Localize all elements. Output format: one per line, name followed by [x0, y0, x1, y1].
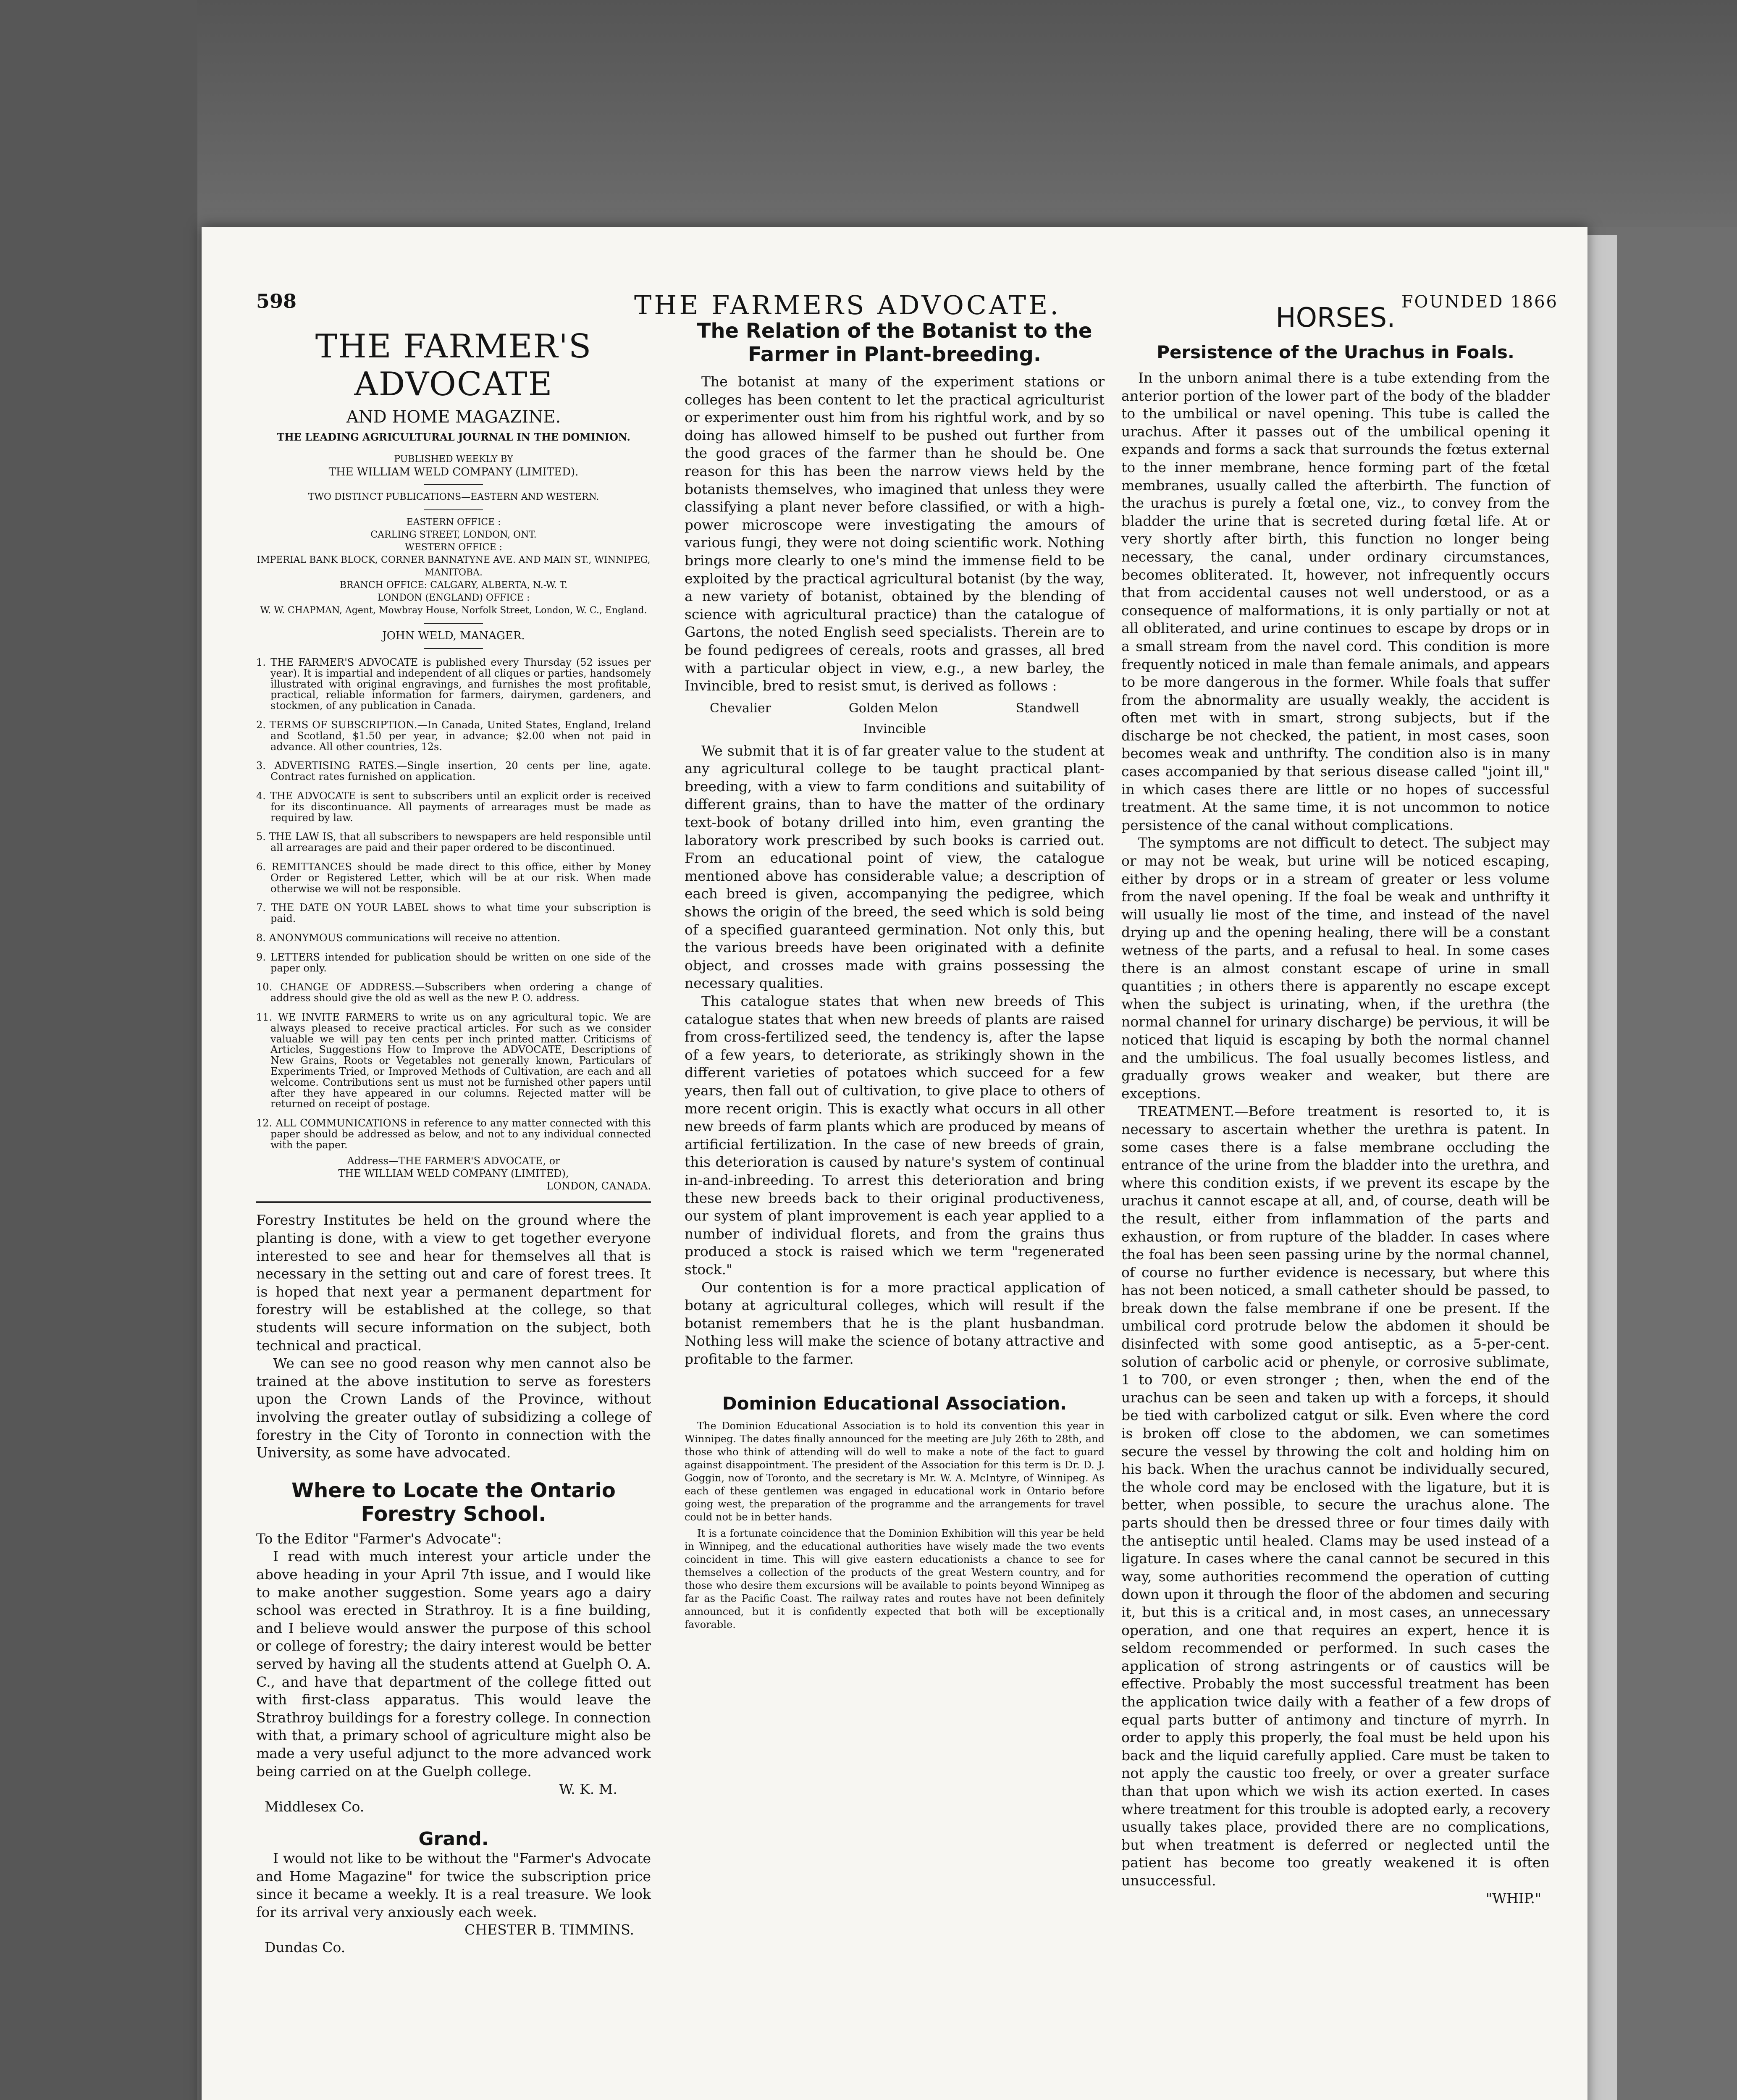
terms-list — [256, 657, 651, 1150]
forestry-paragraph: We can see no good reason why men cannot also be trained at the above institution to serve as foresters upon the Crown Lands of the Province, without involving the greater outlay of subsidizing a college of forestry in the City of Toronto in connection with the University, as some have advocated. — [256, 1355, 651, 1461]
newspaper-page — [202, 227, 1587, 2100]
terms-item: 10. CHANGE OF ADDRESS.—Subscribers when ordering a change of address should give the old as well as the new P. O. address. — [256, 981, 651, 1004]
botanist-heading: The Relation of the Botanist to the Farmer in Plant-breeding. — [697, 319, 1092, 366]
eastern-office-label: EASTERN OFFICE : — [406, 517, 501, 528]
page-number: 598 — [256, 290, 297, 312]
publisher-name: THE WILLIAM WELD COMPANY (LIMITED). — [328, 466, 579, 478]
terms-item: 7. THE DATE ON YOUR LABEL shows to what time your subscription is paid. — [256, 902, 651, 925]
terms-item: 1. THE FARMER'S ADVOCATE is published every Thursday (52 issues per year). It is impartial and independent of all cliques or parties, handsomely illustrated with original engravings, and furnishes the most profitable, practical, reliable information for farmers, dairymen, gardeners, and stockmen, of any publication in Canada. — [256, 656, 651, 712]
dominion-heading: Dominion Educational Association. — [722, 1393, 1067, 1414]
column-3 — [1121, 302, 1550, 1907]
page-edge — [1587, 235, 1617, 2100]
masthead-tagline: THE LEADING AGRICULTURAL JOURNAL IN THE DOMINION. — [277, 431, 630, 443]
masthead-subtitle: AND HOME MAGAZINE. — [346, 407, 561, 427]
parent-varieties — [685, 701, 1105, 716]
ontario-letter-body: I read with much interest your article under the above heading in your April 7th issue, and I would like to make another suggestion. Some years ago a dairy school was erected in Strathroy. It is a fine building, and I believe would answer the purpose of this school or college of forestry; the dairy interest would be better served by having all the students attend at Guelph O. A. C., and have that department of the college fitted out with first-class apparatus. This would leave the Strathroy buildings for a forestry college. In connection with that, a primary school of agriculture might also be made a very useful adjunct to the more advanced work being carried on at the Guelph college. — [256, 1548, 651, 1780]
london-office: W. W. CHAPMAN, Agent, Mowbray House, Norfolk Street, London, W. C., England. — [260, 605, 647, 616]
column-1 — [256, 302, 651, 1956]
address-line: LONDON, CANADA. — [546, 1180, 651, 1192]
urachus-paragraph: The symptoms are not difficult to detect. The subject may or may not be weak, but urine will be noticed escaping, either by drops or in a stream of greater or less volume from the navel opening. If the foal be weak and unthrifty it will usually lie most of the time, and instead of the navel drying up and the opening healing, there will be a constant wetness of the parts, and a refusal to heal. In some cases there is an almost constant escape of urine in small quantities ; in others there is apparently no escape except when the subject is urinating, when, if the urethra (the normal channel for urinary discharge) be pervious, it will be noticed that liquid is escaping by both the normal channel and the umbilicus. The foal usually becomes listless, and gradually grows weaker and weaker, but there are exceptions. — [1121, 835, 1550, 1102]
branch-office: BRANCH OFFICE: CALGARY, ALBERTA, N.-W. T. — [339, 580, 568, 591]
address-line: Address—THE FARMER'S ADVOCATE, or — [347, 1155, 560, 1167]
western-office-label: WESTERN OFFICE : — [405, 542, 502, 553]
journal-title: THE FARMERS ADVOCATE. — [634, 290, 1061, 320]
urachus-signature: "WHIP." — [1485, 1890, 1541, 1907]
urachus-paragraph: In the unborn animal there is a tube extending from the anterior portion of the lower part of the body of the bladder to the umbilical or navel opening. This tube is called the urachus. After it passes out of the umbilical opening it expands and forms a sack that surrounds the fœtus external to the inner membrane, hence forming part of the fœtal membranes, usually called the afterbirth. The function of the urachus is purely a fœtal one, viz., to convey from the bladder the urine that is secreted during fœtal life. At or very shortly after birth, this function no longer being necessary, the canal, under ordinary circumstances, becomes obliterated. It, however, not infrequently occurs that from accidental causes not well understood, or as a consequence of malformations, it is only partially or not at all obliterated, and urine continues to escape by drops or in a small stream from the navel cord. This condition is more frequently noticed in male than female animals, and appears to be more dangerous in the former. While foals that suffer from the abnormality are usually weakly, the accident is often met with in smart, strong subjects, but if the discharge be not checked, the patient, in most cases, soon becomes weak and unthrifty. The condition also is in many cases accompanied by that serious disease called "joint ill," in which cases there are little or no hopes of successful treatment. At the same time, it is not uncommon to notice persistence of the canal without complications. — [1121, 370, 1550, 833]
urachus-paragraph: TREATMENT.—Before treatment is resorted to, it is necessary to ascertain whether the urethra is patent. In some cases there is a false membrane occluding the entrance of the urine from the bladder into the urethra, and where this condition exists, if we prevent its escape by the urachus it cannot escape at all, and, of course, death will be the result, either from inflammation of the parts and exhaustion, or from rupture of the bladder. In cases where the foal has been seen passing urine by the normal channel, of course no further evidence is necessary, but where this has not been noticed, a small catheter should be passed, to break down the false membrane if one be present. If the umbilical cord protrude below the abdomen it should be disinfected with some good antiseptic, as a 5-per-cent. solution of carbolic acid or phenyle, or corrosive sublimate, 1 to 700, or even stronger ; then, when the end of the urachus can be seen and taken up with a forceps, it should be tied with carbolized catgut or silk. Even where the cord is broken off close to the abdomen, we can sometimes secure the vessel by throwing the colt and holding him on his back. When the urachus cannot be individually secured, the whole cord may be enclosed with the ligature, but it is better, when possible, to secure the urachus alone. The parts should then be dressed three or four times daily with the antiseptic until healed. Clams may be used instead of a ligature. In cases where the canal cannot be secured in this way, some authorities recommend the operation of cutting down upon it through the floor of the abdomen and securing it, but this is a critical and, in most cases, an unnecessary operation, and one that requires an expert, hence it is seldom recommended or performed. In such cases the application of strong astringents or of caustics will be effective. Probably the most successful treatment has been the application twice daily with a feather of a few drops of equal parts butter of antimony and tincture of myrrh. In order to apply this properly, the foal must be held upon his back and the liquid carefully applied. Care must be taken to not apply the caustic too freely, or over a greater surface than that upon which we wish its action exerted. In cases where treatment for this trouble is adopted early, a recovery usually takes place, provided there are no complications, but when treatment is deferred or neglected until the patient has become too greatly weakened it is often unsuccessful. — [1121, 1103, 1550, 1889]
divider — [424, 648, 483, 649]
variety-label: Standwell — [1015, 701, 1079, 716]
western-office: IMPERIAL BANK BLOCK, CORNER BANNATYNE AVE. AND MAIN ST., WINNIPEG, MANITOBA. — [257, 555, 651, 578]
terms-item: 8. ANONYMOUS communications will receive no attention. — [256, 932, 561, 944]
terms-item: 5. THE LAW IS, that all subscribers to newspapers are held responsible until all arrearages are paid and their paper ordered to be discontinued. — [256, 831, 651, 854]
scanner-background-left — [0, 0, 197, 2100]
masthead-title: THE FARMER'S ADVOCATE — [315, 328, 592, 403]
terms-item: 11. WE INVITE FARMERS to write us on any agricultural topic. We are always pleased to receive practical articles. For such as we consider valuable we will pay ten cents per inch printed matter. Criticisms of Articles, Suggestions How to Improve the ADVOCATE, Descriptions of New Grains, Roots or Vegetables not generally known, Particulars of Experiments Tried, or Improved Methods of Cultivation, are each and all welcome. Contributions sent us must not be furnished other papers until after they have appeared in our columns. Rejected matter will be returned on receipt of postage. — [256, 1011, 651, 1110]
ontario-signature: W. K. M. — [559, 1781, 617, 1798]
variety-label: Golden Melon — [848, 701, 938, 716]
london-office-label: LONDON (ENGLAND) OFFICE : — [377, 593, 530, 603]
founded-note: FOUNDED 1866 — [1401, 292, 1558, 312]
ontario-salutation: To the Editor "Farmer's Advocate": — [256, 1530, 502, 1547]
urachus-heading: Persistence of the Urachus in Foals. — [1157, 342, 1514, 362]
dominion-paragraph: The Dominion Educational Association is to hold its convention this year in Winnipeg. The dates finally announced for the meeting are July 26th to 28th, and those who think of attending will do well to make a note of the fact to guard against disappointment. The president of the Association for this term is Dr. D. J. Goggin, now of Toronto, and the secretary is Mr. W. A. McIntyre, of Winnipeg. As each of these gentlemen was engaged in educational work in Ontario before going west, the preparation of the programme and the arrangements for travel could not be in better hands. — [685, 1420, 1105, 1523]
address-line: THE WILLIAM WELD COMPANY (LIMITED), — [338, 1168, 569, 1180]
ontario-place: Middlesex Co. — [265, 1798, 365, 1815]
divider — [424, 484, 483, 485]
column-2 — [685, 302, 1105, 1631]
botanist-paragraph: Our contention is for a more practical application of botany at agricultural colleges, which will result if the botanist remembers that he is the plant husbandman. Nothing less will make the science of botany attractive and profitable to the farmer. — [685, 1279, 1105, 1367]
botanist-paragraph: We submit that it is of far greater value to the student at any agricultural college to be taught practical plant-breeding, with a view to farm conditions and suitability of different grains, than to have the matter of the ordinary text-book of botany drilled into him, even granting the laboratory work prescribed by such books is carried out. From an educational point of view, the catalogue mentioned above has considerable value; a description of each breed is given, accompanying the pedigree, which shows the origin of the breed, the seed which is sold being of a specified guaranteed germination. Not only this, but the various breeds have been originated with a definite object, and crosses made with grains possessing the necessary qualities. — [685, 742, 1105, 992]
terms-item: 12. ALL COMMUNICATIONS in reference to any matter connected with this paper should be addressed as below, and not to any individual connected with the paper. — [256, 1117, 651, 1151]
botanist-paragraph: This catalogue states that when new breeds of This catalogue states that when new breeds of plants are raised from cross-fertilized seed, the tendency is, after the lapse of a few years, to deteriorate, as strikingly shown in the different varieties of potatoes which succeed for a few years, then fall out of cultivation, to give place to others of more recent origin. This is exactly what occurs in all other new breeds of farm plants which are produced by means of artificial fertilization. In the case of new breeds of grain, this deterioration is caused by nature's system of continual in-and-inbreeding. To arrest this deterioration and bring these new breeds back to their original productiveness, our system of plant improvement is each year applied to a number of individual florets, and from the grains thus produced a stock is raised which we term "regenerated stock." — [685, 993, 1105, 1278]
terms-item: 4. THE ADVOCATE is sent to subscribers until an explicit order is received for its discontinuance. All payments of arrearages must be made as required by law. — [256, 790, 651, 824]
divider — [424, 623, 483, 624]
variety-label: Chevalier — [710, 701, 771, 716]
manager-line: JOHN WELD, MANAGER. — [382, 630, 525, 642]
terms-item: 3. ADVERTISING RATES.—Single insertion, 20 cents per line, agate. Contract rates furnished on application. — [256, 760, 651, 783]
eastern-office: CARLING STREET, LONDON, ONT. — [370, 530, 537, 540]
botanist-paragraph: The botanist at many of the experiment stations or colleges has been content to let the practical agriculturist or experimenter oust him from his rightful work, and by so doing has allowed himself to be pushed out further from the good graces of the farmer than he should be. One reason for this has been the narrow views held by the botanists themselves, who imagined that unless they were classifying a plant never before classified, or with a high-power microscope were investigating the amours of various fungi, they were not doing scientific work. Nothing brings more clearly to one's mind the immense field to be exploited by the practical agricultural botanist (by the way, a new variety of botanist, obtained by the blending of science with agricultural practice) than the catalogue of Gartons, the noted English seed specialists. Therein are to be found pedigrees of cereals, roots and grasses, all bred with a particular object in view, e.g., a new barley, the Invincible, bred to resist smut, is derived as follows : — [685, 373, 1105, 694]
grand-heading: Grand. — [418, 1828, 489, 1850]
publications-note: TWO DISTINCT PUBLICATIONS—EASTERN AND WESTERN. — [308, 492, 599, 502]
grand-signature: CHESTER B. TIMMINS. — [464, 1922, 634, 1938]
published-label: PUBLISHED WEEKLY BY — [394, 454, 513, 465]
divider — [424, 509, 483, 510]
ontario-forestry-heading: Where to Locate the Ontario Forestry School. — [291, 1478, 616, 1526]
terms-item: 9. LETTERS intended for publication should be written on one side of the paper only. — [256, 951, 651, 974]
grand-body: I would not like to be without the "Farmer's Advocate and Home Magazine" for twice the subscription price since it became a weekly. It is a real treasure. We look for its arrival very anxiously each week. — [256, 1850, 651, 1920]
section-divider — [256, 1201, 651, 1203]
section-heading-horses: HORSES. — [1275, 302, 1396, 333]
forestry-paragraph: Forestry Institutes be held on the ground where the planting is done, with a view to get together everyone interested to see and hear for themselves all that is necessary in the setting out and care of forest trees. It is hoped that next year a permanent department for forestry will be established at the college, so that students will secure information on the subject, both technical and practical. — [256, 1212, 651, 1354]
grand-place: Dundas Co. — [265, 1939, 346, 1956]
scanner-background-top — [0, 0, 1737, 227]
dominion-paragraph: It is a fortunate coincidence that the Dominion Exhibition will this year be held in Winnipeg, and the educational authorities have wisely made the two events coincident in time. This will give eastern educationists a chance to see for themselves a collection of the products of the great Western country, and for those who desire them excursions will be available to points beyond Winnipeg as far as the Pacific Coast. The railway rates and routes have not been definitely announced, but it is confidently expected that both will be exceptionally favorable. — [685, 1528, 1105, 1631]
result-variety: Invincible — [863, 721, 926, 736]
terms-item: 6. REMITTANCES should be made direct to this office, either by Money Order or Registered Letter, which will be at our risk. When made otherwise we will not be responsible. — [256, 861, 651, 895]
terms-item: 2. TERMS OF SUBSCRIPTION.—In Canada, United States, England, Ireland and Scotland, $1.50 per year, in advance; $2.00 when not paid in advance. All other countries, 12s. — [256, 719, 651, 753]
